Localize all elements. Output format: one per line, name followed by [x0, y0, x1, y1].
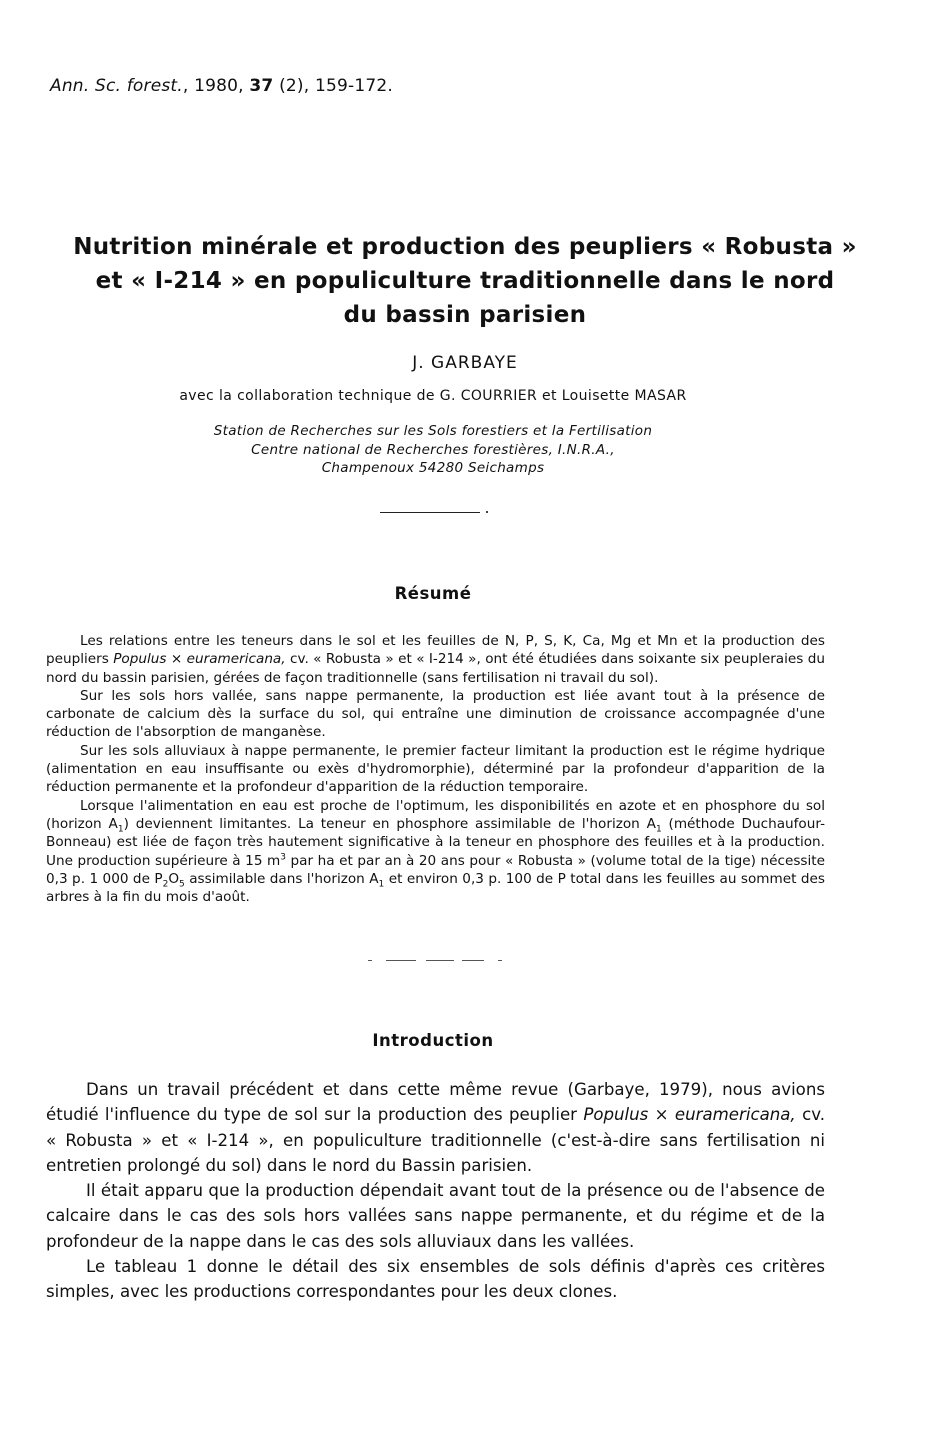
abstract-p1-text-b: cv. « Robusta » et « I-214 », ont été étudiées dans soixante six peupleraies du nord du bassin parisien, gérées de façon traditionnelle (sans fertilisation ni travail du sol).: [46, 651, 825, 686]
article-title: [60, 230, 870, 332]
journal-year: , 1980,: [182, 76, 244, 96]
abstract-paragraph-1: [46, 632, 825, 687]
divider-dot: [486, 511, 488, 513]
title-line-1: Nutrition minérale et production des peupliers « Robusta »: [73, 234, 857, 260]
collaboration-line: avec la collaboration technique de G. COURRIER et Louisette MASAR: [179, 388, 687, 404]
separator-dash: [426, 960, 454, 961]
abstract-p4-text-e: O: [168, 870, 180, 887]
intro-p1-text-b: cv. « Robusta » et « I-214 », en populiculture traditionnelle (c'est-à-dire sans fertilisation ni entretien prolongé du sol) dans le nord du Bassin parisien.: [46, 1105, 825, 1175]
abstract-body: [46, 632, 825, 906]
introduction-heading: Introduction: [372, 1031, 494, 1050]
affiliation-line-3: Champenoux 54280 Seichamps: [321, 460, 545, 476]
journal-issue-pages: (2), 159-172.: [279, 76, 393, 96]
introduction-body: [46, 1077, 825, 1305]
intro-paragraph-1: [46, 1077, 825, 1178]
subscript: 1: [378, 879, 385, 890]
species-name: Populus × euramericana,: [583, 1105, 796, 1125]
section-divider: [380, 512, 480, 513]
superscript: 3: [280, 852, 286, 863]
abstract-paragraph-4: [46, 797, 825, 907]
title-line-2: et « I-214 » en populiculture traditionnelle dans le nord: [95, 268, 835, 294]
intro-p1-text-a: Dans un travail précédent et dans cette même revue (Garbaye, 1979), nous avions étudié l'influence du type de sol sur la production des peuplier: [46, 1080, 825, 1125]
abstract-p4-text-d: par ha et par an à 20 ans pour « Robusta » (volume total de la tige) nécessite 0,3 p. 1 000 de P: [46, 852, 825, 887]
journal-volume: 37: [249, 76, 274, 96]
separator-dash: [386, 960, 416, 961]
separator-dash: [498, 960, 502, 961]
subscript: 1: [655, 824, 662, 835]
abstract-p4-text-b: ) deviennent limitantes. La teneur en phosphore assimilable de l'horizon A: [123, 815, 656, 832]
affiliation-line-1: Station de Recherches sur les Sols forestiers et la Fertilisation: [213, 423, 653, 439]
journal-name: Ann. Sc. forest.: [50, 76, 183, 96]
subscript: 1: [117, 824, 124, 835]
affiliation: [0, 422, 866, 478]
title-line-3: du bassin parisien: [343, 302, 587, 328]
author-name: J. GARBAYE: [412, 353, 518, 373]
journal-citation: [50, 76, 393, 96]
subscript: 5: [179, 879, 185, 890]
affiliation-line-2: Centre national de Recherches forestières, I.N.R.A.,: [251, 441, 615, 458]
abstract-p4-text-f: assimilable dans l'horizon A: [184, 870, 379, 887]
abstract-paragraph-3: Sur les sols alluviaux à nappe permanente, le premier facteur limitant la production est le régime hydrique (alimentation en eau insuffisante ou exès d'hydromorphie), déterminé par la profondeur d'apparition de la réduction permanente et la profondeur d'apparition de la réduction temporaire.: [46, 742, 825, 796]
intro-paragraph-2: Il était apparu que la production dépendait avant tout de la présence ou de l'absence de calcaire dans le cas des sols hors vallées sans nappe permanente, et du régime et de la profondeur de la nappe dans le cas des sols alluviaux dans les vallées.: [46, 1181, 825, 1251]
abstract-p1-text-a: Les relations entre les teneurs dans le sol et les feuilles de N, P, S, K, Ca, Mg et Mn et la production des peupliers: [46, 633, 825, 668]
separator-dash: [368, 960, 372, 961]
abstract-p4-text-a: Lorsque l'alimentation en eau est proche de l'optimum, les disponibilités en azote et en phosphore du sol (horizon A: [46, 797, 825, 832]
species-name: Populus × euramericana,: [113, 651, 286, 668]
subscript: 2: [162, 879, 169, 890]
abstract-p4-text-g: et environ 0,3 p. 100 de P total dans les feuilles au sommet des arbres à la fin du mois d'août.: [46, 870, 825, 906]
abstract-paragraph-2: Sur les sols hors vallée, sans nappe permanente, la production est liée avant tout à la présence de carbonate de calcium dès la surface du sol, qui entraîne une diminution de croissance accompagnée d'une réduction de l'absorption de manganèse.: [46, 687, 825, 741]
separator-dash: [462, 960, 484, 961]
intro-paragraph-3: Le tableau 1 donne le détail des six ensembles de sols définis d'après ces critères simples, avec les productions correspondantes pour les deux clones.: [46, 1257, 825, 1302]
abstract-heading: Résumé: [394, 584, 472, 603]
abstract-p4-text-c: (méthode Duchaufour-Bonneau) est liée de façon très hautement significative à la teneur en phosphore des feuilles et à la production. Une production supérieure à 15 m: [46, 815, 825, 869]
